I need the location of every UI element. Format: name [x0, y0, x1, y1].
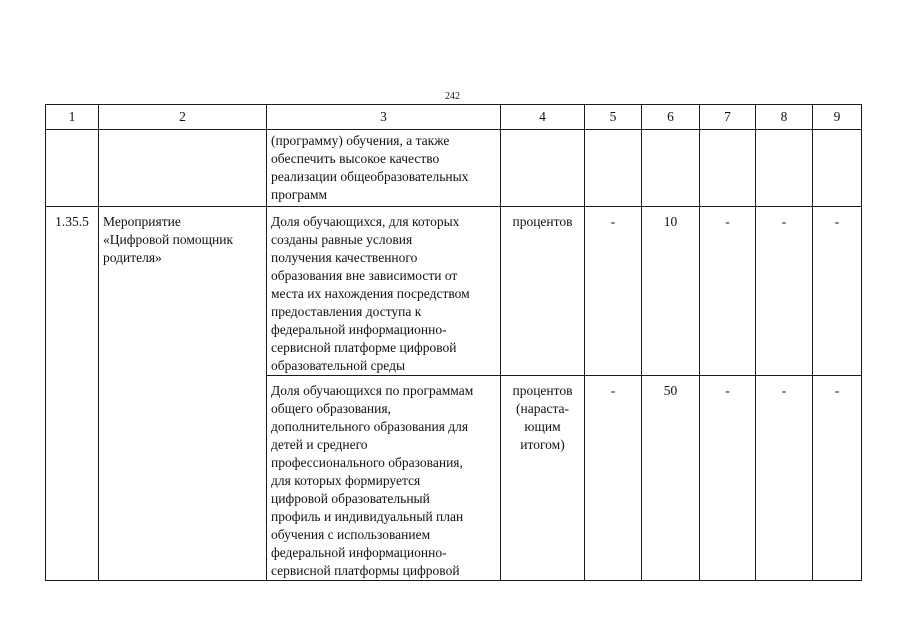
cell-empty: [501, 130, 585, 207]
cell-empty: [642, 130, 700, 207]
indicator-col-5: -: [585, 376, 642, 581]
item-name: Мероприятие «Цифровой помощник родителя»: [99, 207, 267, 581]
header-col-1: 1: [46, 105, 99, 130]
continued-description: (программу) обучения, а также обеспечить высокое качество реализации общеобразовательных программ: [267, 130, 501, 207]
item-number: 1.35.5: [46, 207, 99, 581]
header-col-6: 6: [642, 105, 700, 130]
indicator-col-7: -: [700, 376, 756, 581]
indicator-unit: процентов (нараста- ющим итогом): [501, 376, 585, 581]
indicators-table: [45, 104, 862, 581]
cell-empty: [813, 130, 862, 207]
header-col-9: 9: [813, 105, 862, 130]
cell-empty: [700, 130, 756, 207]
indicator-col-7: -: [700, 207, 756, 376]
indicator-col-6: 10: [642, 207, 700, 376]
indicator-description: Доля обучающихся по программам общего образования, дополнительного образования для детей и среднего профессионального образования, для которых формируется цифровой образовательный профиль и индивидуальный план обучения с использованием федеральной информационно- сервисной платформы цифровой: [267, 376, 501, 581]
indicator-col-8: -: [756, 376, 813, 581]
header-col-4: 4: [501, 105, 585, 130]
cell-empty: [46, 130, 99, 207]
table-row-continuation: [46, 130, 862, 207]
table-row-indicator-1: [46, 207, 862, 376]
header-row: [46, 105, 862, 130]
indicator-col-9: -: [813, 207, 862, 376]
header-col-2: 2: [99, 105, 267, 130]
page-number: 242: [445, 91, 460, 102]
indicator-col-5: -: [585, 207, 642, 376]
indicator-col-6: 50: [642, 376, 700, 581]
header-col-7: 7: [700, 105, 756, 130]
cell-empty: [99, 130, 267, 207]
indicator-description: Доля обучающихся, для которых созданы равные условия получения качественного образования вне зависимости от места их нахождения посредством предоставления доступа к федеральной информационно- сервисной платформе цифровой образовательной среды: [267, 207, 501, 376]
indicator-col-9: -: [813, 376, 862, 581]
header-col-5: 5: [585, 105, 642, 130]
indicator-col-8: -: [756, 207, 813, 376]
header-col-8: 8: [756, 105, 813, 130]
cell-empty: [756, 130, 813, 207]
cell-empty: [585, 130, 642, 207]
header-col-3: 3: [267, 105, 501, 130]
indicator-unit: процентов: [501, 207, 585, 376]
